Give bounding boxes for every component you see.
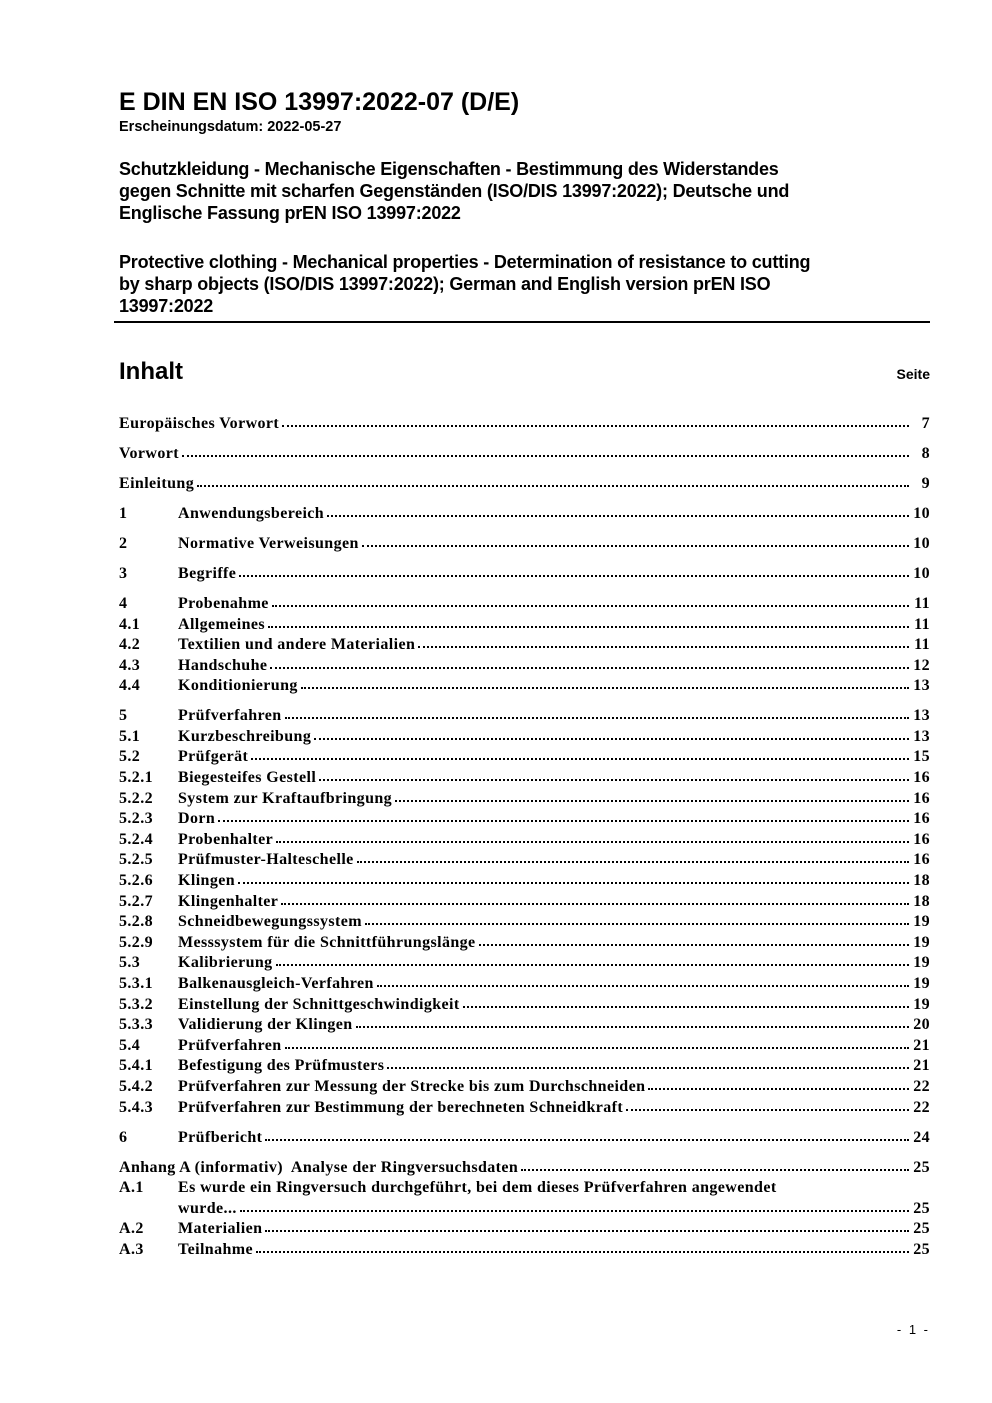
toc-entry-page: 10 (913, 564, 930, 582)
toc-leader-dots (521, 1169, 909, 1171)
toc-entry-page: 24 (913, 1128, 930, 1146)
toc-entry-number: 4.3 (119, 656, 141, 674)
toc-entry-number: 5.4 (119, 1036, 141, 1054)
toc-entry-number: 5.2.4 (119, 830, 153, 848)
toc-entry-title: Konditionierung (178, 677, 298, 695)
toc-entry[interactable] (119, 1098, 930, 1119)
toc-entry[interactable] (119, 1015, 930, 1036)
toc-entry[interactable] (119, 768, 930, 789)
toc-entry-number: 5.2.8 (119, 913, 153, 931)
toc-leader-dots (256, 1251, 909, 1253)
toc-entry-number: 4 (119, 594, 128, 612)
toc-entry[interactable] (119, 564, 930, 585)
toc-leader-dots (285, 1047, 909, 1049)
toc-entry-page: 25 (913, 1158, 930, 1176)
toc-entry-title: Biegesteifes Gestell (178, 769, 317, 787)
document-title: E DIN EN ISO 13997:2022-07 (D/E) (119, 88, 520, 116)
toc-leader-dots (240, 1210, 909, 1212)
toc-leader-dots (463, 1006, 909, 1008)
toc-entry-number: 5.3.3 (119, 1016, 153, 1034)
title-english-line: 13997:2022 (119, 296, 214, 316)
toc-leader-dots (238, 882, 909, 884)
title-german (119, 158, 789, 224)
toc-entry[interactable] (119, 789, 930, 810)
footer-page-number: - 1 - (896, 1322, 930, 1337)
toc-leader-dots (239, 575, 909, 577)
toc-leader-dots (276, 964, 909, 966)
toc-entry-number: 5.4.1 (119, 1057, 153, 1075)
toc-entry-page: 25 (913, 1220, 930, 1238)
toc-entry-title: Begriffe (178, 564, 237, 582)
toc-entry-title: Prüfverfahren (178, 707, 282, 725)
toc-entry-page: 19 (913, 913, 930, 931)
toc-entry-page: 11 (914, 594, 930, 612)
toc-entry-title: Dorn (178, 810, 216, 828)
toc-leader-dots (365, 923, 909, 925)
toc-entry[interactable] (119, 953, 930, 974)
toc-entry-page: 16 (913, 810, 930, 828)
toc-entry-title: Schneidbewegungssystem (178, 913, 362, 931)
toc-entry-page: 16 (913, 851, 930, 869)
toc-entry-number: 1 (119, 504, 128, 522)
toc-leader-dots (395, 800, 909, 802)
toc-entry[interactable] (119, 706, 930, 727)
toc-leader-dots (626, 1109, 909, 1111)
toc-entry-page: 19 (913, 954, 930, 972)
toc-leader-dots (276, 841, 909, 843)
toc-entry[interactable] (119, 1128, 930, 1149)
toc-entry-number: 5.2.6 (119, 872, 153, 890)
toc-entry-number: 4.2 (119, 636, 141, 654)
toc-entry[interactable] (119, 809, 930, 830)
toc-entry-number: 5.2 (119, 748, 141, 766)
toc-entry-title: Kalibrierung (178, 954, 273, 972)
toc-entry-number: 6 (119, 1128, 128, 1146)
toc-entry-number: 5 (119, 707, 128, 725)
toc-leader-dots (479, 944, 909, 946)
toc-header (119, 359, 930, 385)
toc-entry-title: Prüfverfahren zur Bestimmung der berechneten Schneidkraft (178, 1098, 624, 1116)
toc-entry-page: 11 (914, 636, 930, 654)
toc-entry-title: System zur Kraftaufbringung (178, 789, 393, 807)
toc-leader-dots (648, 1088, 909, 1090)
toc-entry-number: A.3 (119, 1240, 144, 1258)
toc-entry-number: 5.4.2 (119, 1077, 153, 1095)
toc-entry-title: Prüfgerät (178, 748, 249, 766)
toc-entry-number: 5.2.7 (119, 892, 153, 910)
toc-entry-title: Prüfverfahren (178, 1036, 282, 1054)
toc-entry-number: 2 (119, 534, 128, 552)
toc-entry[interactable] (119, 1056, 930, 1077)
page-content (119, 0, 930, 1403)
toc-entry[interactable] (119, 444, 930, 465)
toc-entry-page: 13 (913, 677, 930, 695)
toc-leader-dots (319, 779, 909, 781)
toc-entry-title: Materialien (178, 1220, 263, 1238)
toc-entry-page: 19 (913, 933, 930, 951)
toc-entry-title: Balkenausgleich-Verfahren (178, 974, 374, 992)
toc-entry[interactable] (119, 1219, 930, 1240)
toc-entry-page: 13 (913, 707, 930, 725)
toc-entry-page: 9 (921, 474, 930, 492)
toc-leader-dots (377, 985, 909, 987)
toc-list (119, 414, 930, 1260)
toc-entry-number: 5.2.2 (119, 789, 153, 807)
toc-entry[interactable] (119, 615, 930, 636)
toc-entry[interactable] (119, 594, 930, 615)
toc-page-column-label: Seite (896, 366, 930, 382)
toc-entry-page: 20 (913, 1016, 930, 1034)
toc-entry-page: 18 (913, 892, 930, 910)
toc-entry-page: 21 (913, 1036, 930, 1054)
toc-heading: Inhalt (119, 358, 183, 385)
toc-leader-dots (418, 646, 909, 648)
toc-leader-dots (251, 758, 909, 760)
toc-leader-dots (282, 425, 909, 427)
toc-entry[interactable] (119, 474, 930, 495)
toc-entry-title: Klingenhalter (178, 892, 279, 910)
toc-leader-dots (387, 1067, 909, 1069)
toc-entry-title: Normative Verweisungen (178, 534, 359, 552)
toc-entry[interactable] (119, 414, 930, 435)
toc-entry-page: 10 (913, 504, 930, 522)
title-german-line: gegen Schnitte mit scharfen Gegenständen (ISO/DIS 13997:2022); Deutsche und (119, 181, 790, 201)
toc-leader-dots (356, 1026, 909, 1028)
toc-entry[interactable] (119, 974, 930, 995)
toc-leader-dots (265, 1230, 909, 1232)
toc-entry[interactable] (119, 727, 930, 748)
toc-entry-page: 18 (913, 872, 930, 890)
toc-entry[interactable] (119, 747, 930, 768)
toc-entry[interactable] (119, 635, 930, 656)
toc-entry-title: wurde... (178, 1199, 237, 1217)
toc-entry-page: 16 (913, 830, 930, 848)
toc-entry[interactable] (119, 933, 930, 954)
toc-entry-title: Anhang A (informativ) Analyse der Ringversuchsdaten (119, 1158, 519, 1176)
toc-entry[interactable] (119, 1240, 930, 1261)
toc-entry-page: 21 (913, 1057, 930, 1075)
toc-entry-page: 7 (921, 415, 930, 432)
toc-entry-page: 19 (913, 995, 930, 1013)
toc-entry-title: Validierung der Klingen (178, 1016, 353, 1034)
toc-entry-title: Prüfmuster-Halteschelle (178, 851, 354, 869)
toc-entry[interactable] (119, 850, 930, 871)
toc-leader-dots (314, 738, 909, 740)
toc-entry-title: Probenhalter (178, 830, 274, 848)
toc-entry-page: 22 (913, 1077, 930, 1095)
toc-entry-title: Handschuhe (178, 656, 268, 674)
title-english-line: Protective clothing - Mechanical properties - Determination of resistance to cutting (119, 252, 811, 272)
toc-leader-dots (218, 820, 909, 822)
toc-entry-title: Einstellung der Schnittgeschwindigkeit (178, 995, 460, 1013)
title-english (119, 251, 810, 317)
toc-entry-title: Klingen (178, 872, 236, 890)
toc-entry-number: 5.4.3 (119, 1098, 153, 1116)
toc-entry-title: Probenahme (178, 594, 269, 612)
toc-entry[interactable] (119, 1199, 930, 1220)
toc-entry-page: 10 (913, 534, 930, 552)
toc-entry[interactable] (119, 534, 930, 555)
toc-entry[interactable] (119, 1036, 930, 1057)
toc-leader-dots (272, 605, 909, 607)
toc-leader-dots (285, 717, 909, 719)
toc-entry-number: A.1 (119, 1179, 144, 1197)
toc-entry-title: Anwendungsbereich (178, 504, 325, 522)
toc-entry-number: 5.3 (119, 954, 141, 972)
toc-entry-page: 16 (913, 789, 930, 807)
toc-entry[interactable] (119, 1178, 930, 1199)
toc-entry-page: 16 (913, 769, 930, 787)
toc-leader-dots (327, 515, 909, 517)
toc-entry-page: 22 (913, 1098, 930, 1116)
toc-leader-dots (301, 687, 909, 689)
toc-entry[interactable] (119, 1077, 930, 1098)
toc-entry-number: 5.3.2 (119, 995, 153, 1013)
toc-entry[interactable] (119, 892, 930, 913)
toc-entry-title: Prüfverfahren zur Messung der Strecke bis zum Durchschneiden (178, 1077, 646, 1095)
toc-entry-number: 5.2.1 (119, 769, 153, 787)
toc-entry-number: 5.3.1 (119, 974, 153, 992)
toc-entry[interactable] (119, 912, 930, 933)
title-german-line: Englische Fassung prEN ISO 13997:2022 (119, 203, 461, 223)
toc-leader-dots (265, 1139, 909, 1141)
toc-entry-title: Vorwort (119, 444, 179, 462)
toc-entry-number: 5.2.9 (119, 933, 153, 951)
toc-entry-title: Kurzbeschreibung (178, 727, 312, 745)
toc-entry[interactable] (119, 656, 930, 677)
toc-entry-title: Einleitung (119, 474, 195, 492)
publication-date: Erscheinungsdatum: 2022-05-27 (119, 119, 342, 135)
toc-entry[interactable] (119, 676, 930, 697)
toc-entry[interactable] (119, 1158, 930, 1179)
toc-entry-title: Europäisches Vorwort (119, 415, 280, 432)
toc-entry-page: 13 (913, 727, 930, 745)
header-divider-rule (114, 321, 930, 323)
toc-entry[interactable] (119, 504, 930, 525)
toc-entry-title: Teilnahme (178, 1240, 254, 1258)
toc-entry-number: 4.4 (119, 677, 141, 695)
toc-entry-number: A.2 (119, 1220, 144, 1238)
title-german-line: Schutzkleidung - Mechanische Eigenschaften - Bestimmung des Widerstandes (119, 159, 779, 179)
toc-entry-page: 12 (913, 656, 930, 674)
toc-entry-number: 4.1 (119, 615, 141, 633)
toc-entry-page: 25 (913, 1199, 930, 1217)
toc-entry-title: Prüfbericht (178, 1128, 263, 1146)
toc-leader-dots (281, 903, 909, 905)
toc-leader-dots (270, 667, 909, 669)
toc-leader-dots (197, 485, 909, 487)
toc-leader-dots (362, 545, 909, 547)
toc-entry-number: 5.1 (119, 727, 141, 745)
toc-entry-page: 25 (913, 1240, 930, 1258)
toc-entry[interactable] (119, 995, 930, 1016)
toc-entry-title: Es wurde ein Ringversuch durchgeführt, bei dem dieses Prüfverfahren angewendet (178, 1179, 777, 1197)
toc-entry[interactable] (119, 830, 930, 851)
toc-entry-page: 15 (913, 748, 930, 766)
toc-entry-page: 11 (914, 615, 930, 633)
toc-entry-number: 5.2.5 (119, 851, 153, 869)
toc-entry[interactable] (119, 871, 930, 892)
toc-entry-title: Textilien und andere Materialien (178, 636, 416, 654)
toc-entry-number: 5.2.3 (119, 810, 153, 828)
title-english-line: by sharp objects (ISO/DIS 13997:2022); German and English version prEN ISO (119, 274, 771, 294)
toc-leader-dots (182, 455, 909, 457)
toc-entry-title: Messsystem für die Schnittführungslänge (178, 933, 476, 951)
toc-entry-page: 19 (913, 974, 930, 992)
toc-entry-page: 8 (921, 444, 930, 462)
toc-entry-title: Befestigung des Prüfmusters (178, 1057, 385, 1075)
toc-entry-title: Allgemeines (178, 615, 266, 633)
toc-entry-number: 3 (119, 564, 128, 582)
toc-leader-dots (357, 861, 909, 863)
toc-leader-dots (268, 626, 909, 628)
